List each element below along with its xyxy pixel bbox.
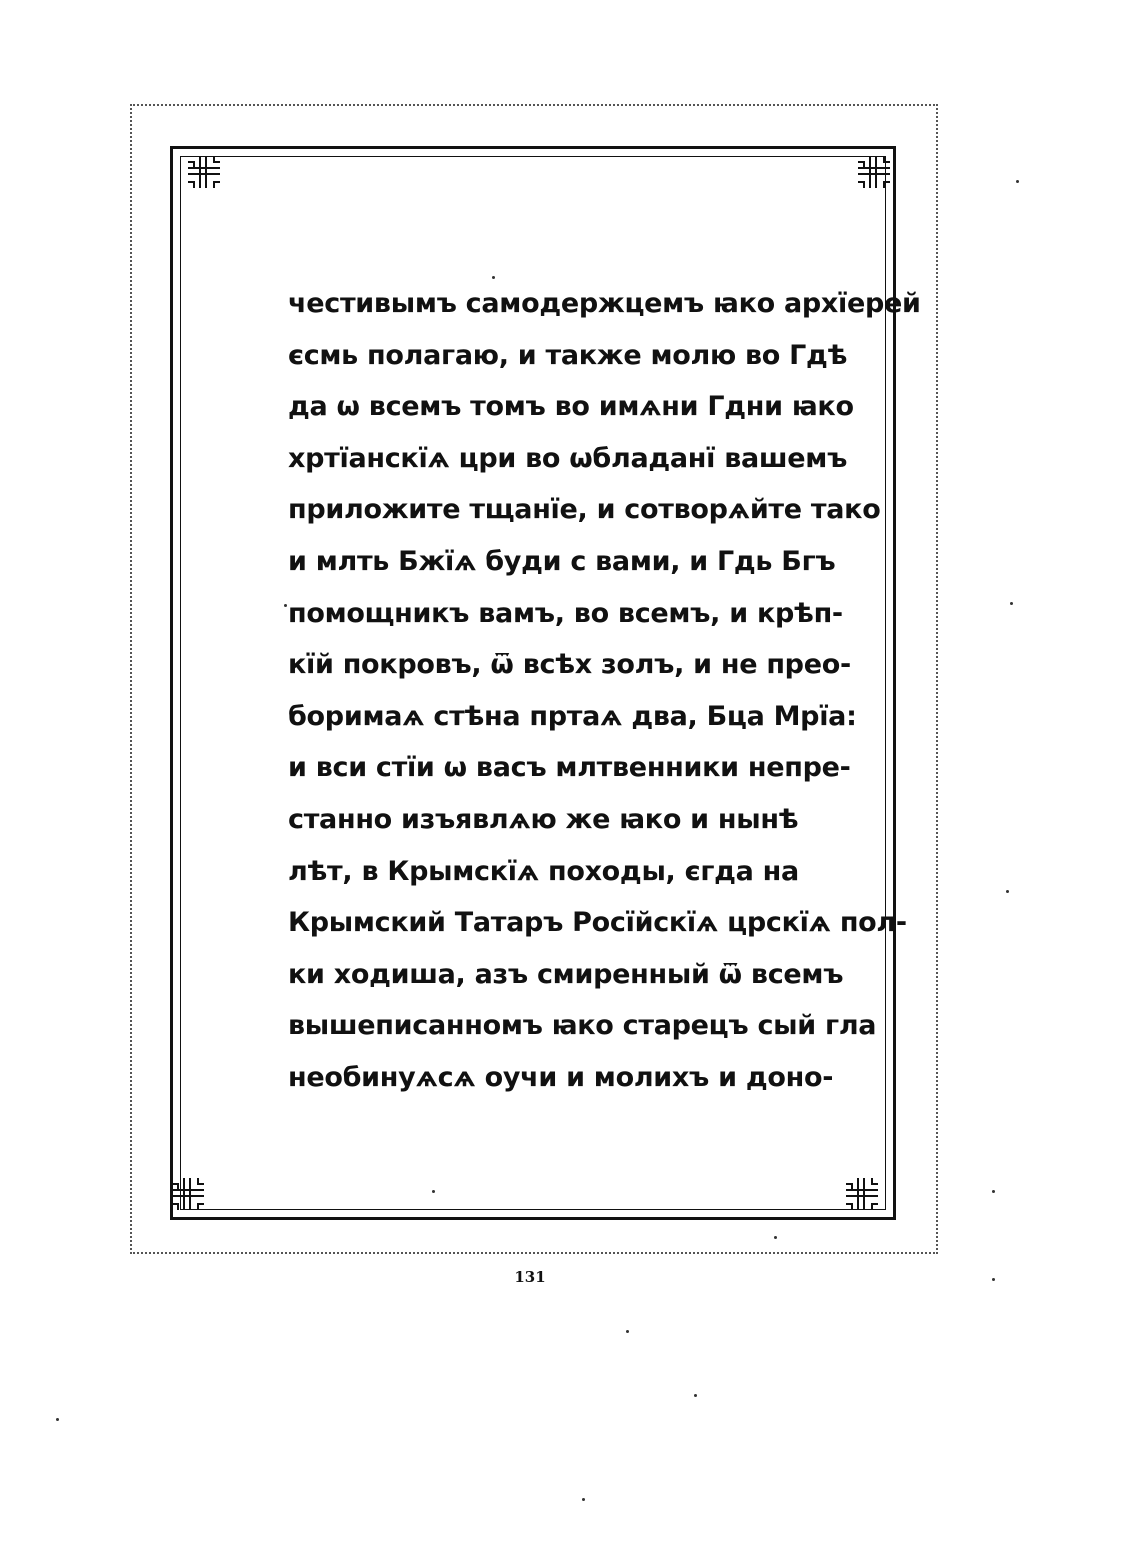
print-speck [774, 1236, 777, 1239]
text-line: ки ходиша, азъ смиренный ѿ всемъ [288, 958, 844, 990]
print-speck [56, 1418, 59, 1421]
text-line: єсмь полагаю, и также молю во Гдѣ [288, 339, 848, 371]
print-speck [694, 1394, 697, 1397]
text-line: честивымъ самодержцемъ ꙗко архїерей [288, 288, 921, 319]
text-line: приложите тщанїе, и сотворѧйте тако [288, 494, 881, 526]
print-speck [992, 1190, 995, 1193]
print-speck [992, 1278, 995, 1281]
text-line: Крымский Татаръ Росїйскїѧ црскїѧ пол- [288, 907, 907, 939]
text-line: вышеписанномъ ꙗко старецъ сый гла [288, 1010, 877, 1042]
corner-ornament-top-left-icon [184, 152, 224, 192]
text-line: станно изъявлѧю же ꙗко и нынѣ [288, 803, 799, 835]
print-speck [626, 1330, 629, 1333]
print-speck [1006, 890, 1009, 893]
print-speck [432, 1190, 435, 1193]
corner-ornament-bottom-left-icon [168, 1174, 208, 1214]
page-number: 131 [514, 1268, 546, 1286]
text-line: необинуѧсѧ оучи и молихъ и доно- [288, 1061, 834, 1093]
text-line: кїй покровъ, ѿ всѣх золъ, и не прео- [288, 649, 851, 681]
print-speck [1010, 602, 1013, 605]
text-line: лѣт, в Крымскїѧ походы, єгда на [288, 855, 799, 887]
print-speck [284, 604, 287, 607]
print-speck [1016, 180, 1019, 183]
print-speck [582, 1498, 585, 1501]
corner-ornament-bottom-right-icon [842, 1174, 882, 1214]
text-line: помощникъ вамъ, во всемъ, и крѣп- [288, 597, 843, 629]
print-speck [492, 276, 495, 279]
text-line: да ѡ всемъ томъ во имѧни Гдни ꙗко [288, 391, 854, 423]
text-line: боримаѧ стѣна пртаѧ два, Бца Мрїа: [288, 700, 857, 732]
text-line: и млть Бжїѧ буди с вами, и Гдь Бгъ [288, 545, 836, 577]
text-line: и вси стїи ѡ васъ млтвенники непре- [288, 752, 851, 784]
corner-ornament-top-right-icon [854, 152, 894, 192]
text-line: хртїанскїѧ цри во ѡбладанї вашемъ [288, 442, 848, 474]
body-text [288, 278, 921, 1104]
